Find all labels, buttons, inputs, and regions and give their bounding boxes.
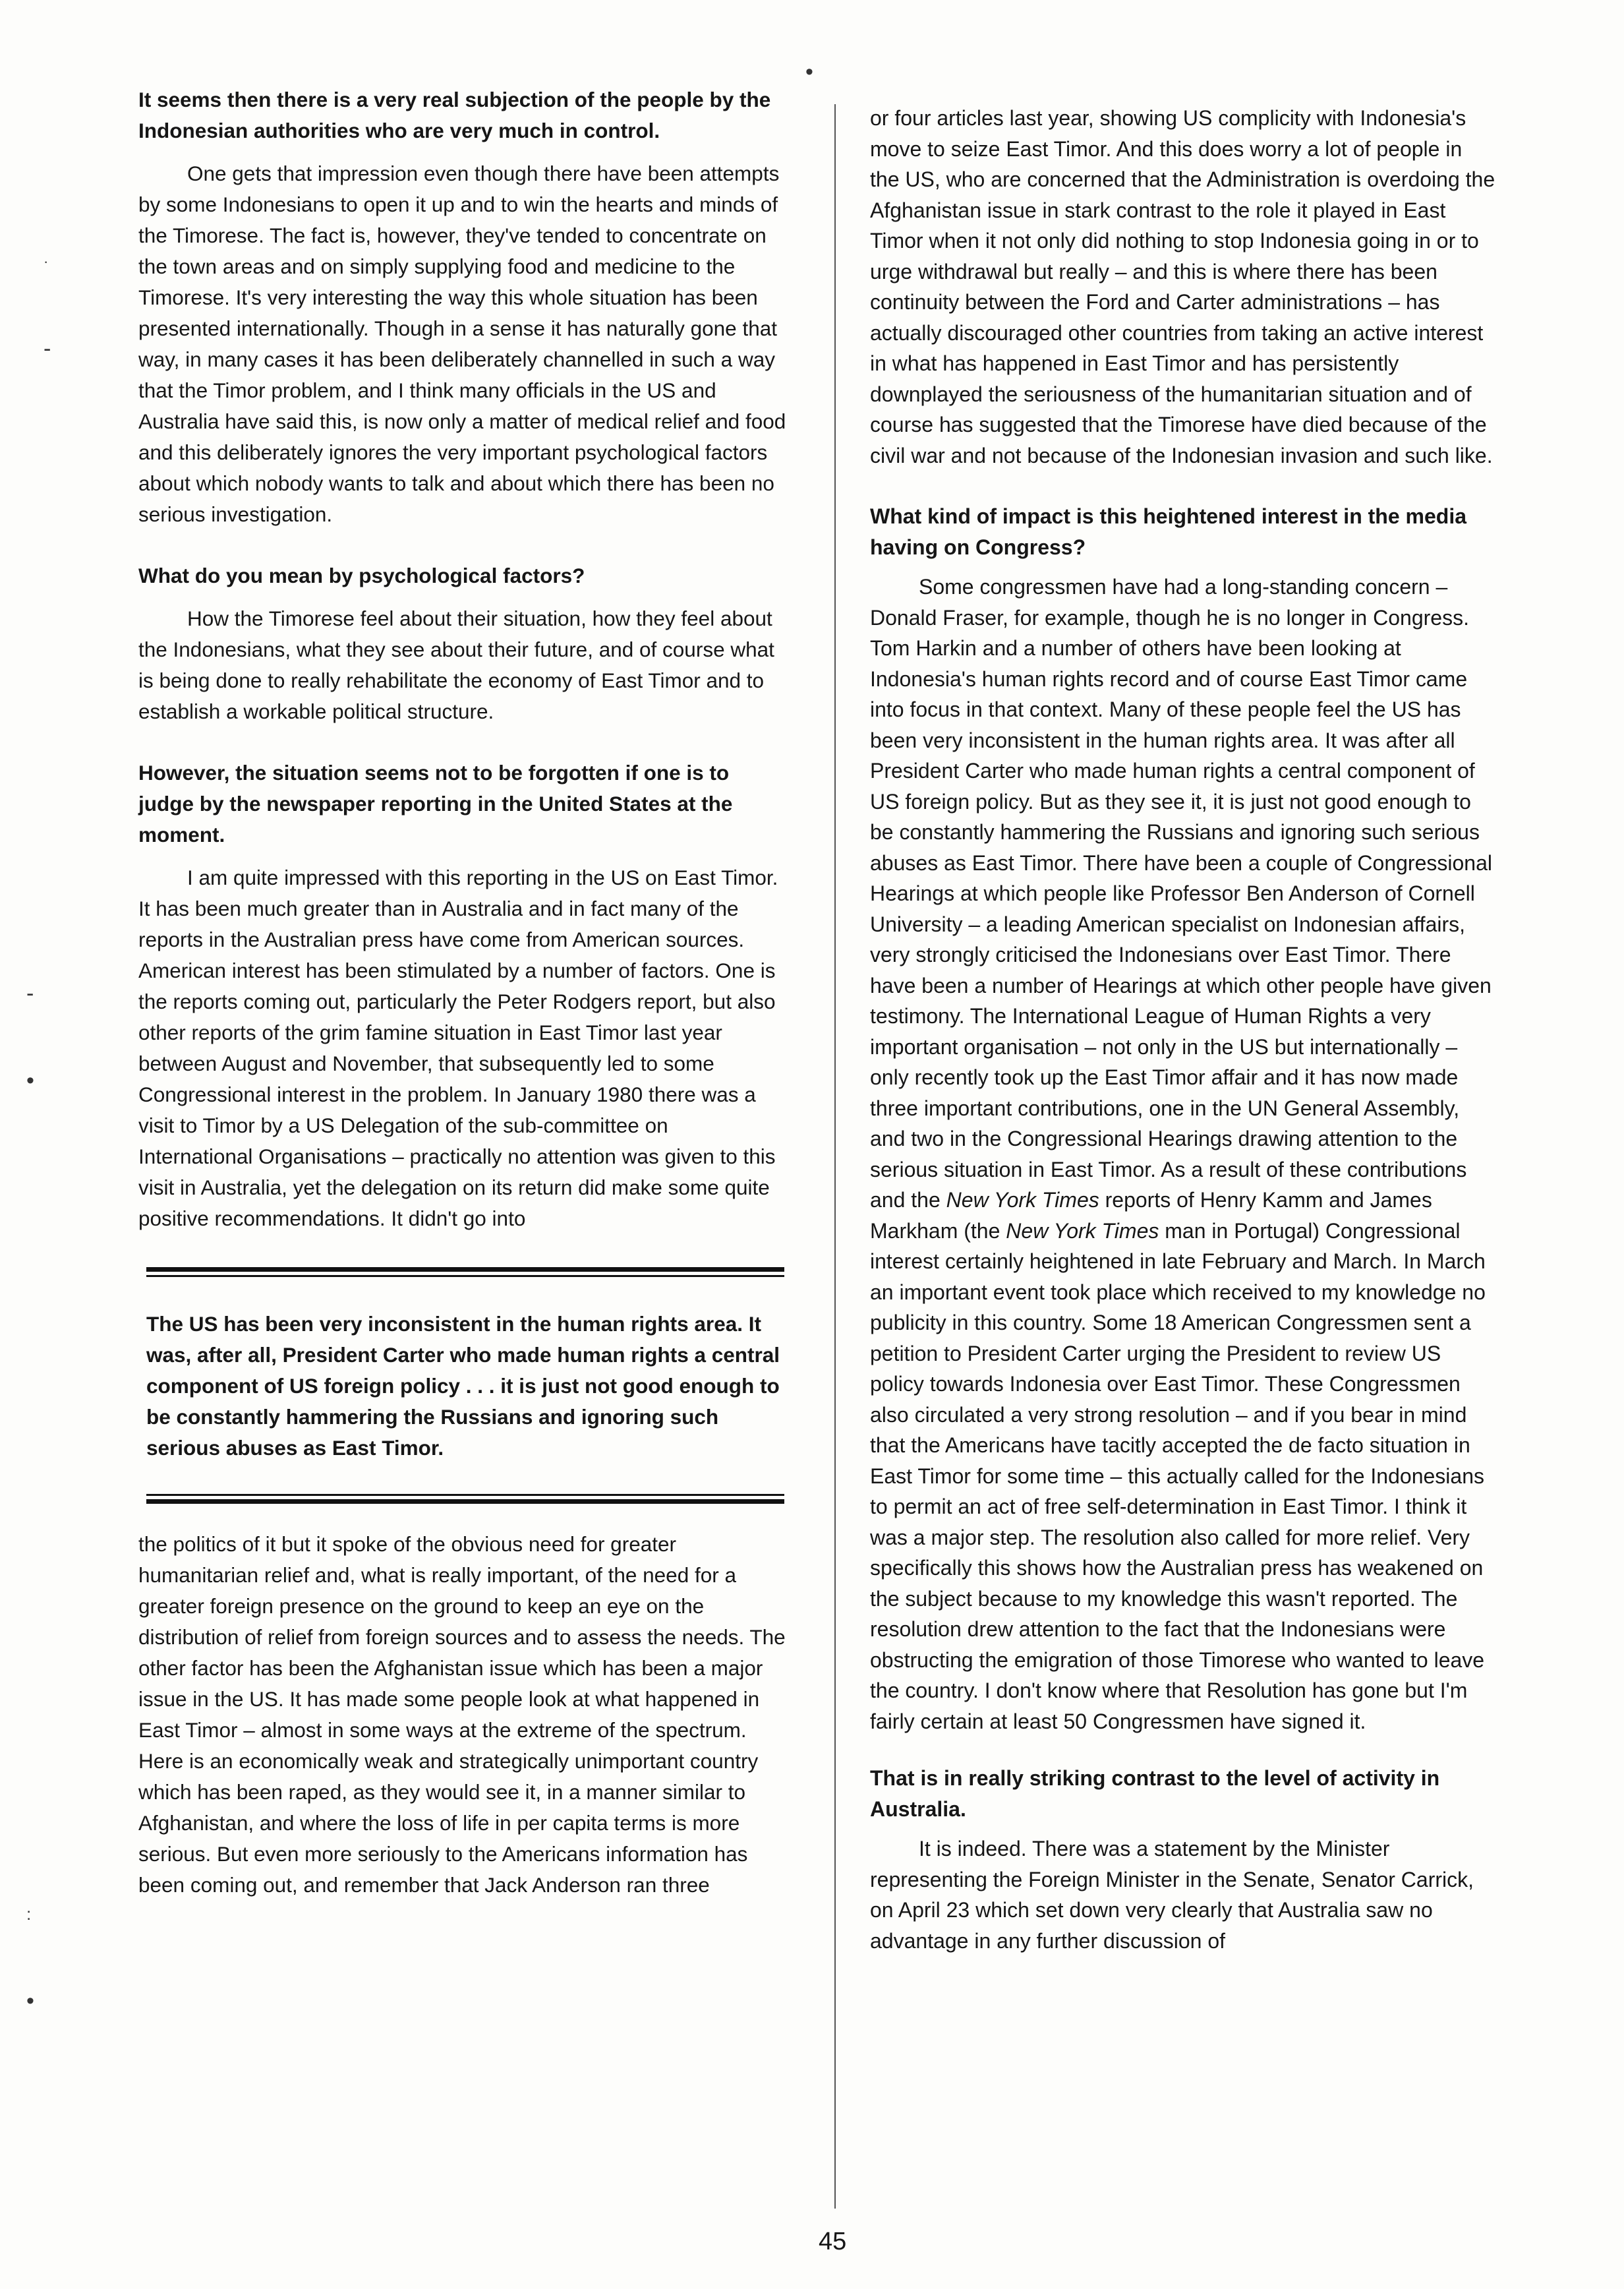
answer-paragraph-continued: the politics of it but it spoke of the obvious need for greater humanitarian relief and, what is really important, of the need for a greater foreign presence on the ground to keep an eye on the distribution of relief from foreign sources and to assess the needs. The other factor has been the Afghanistan issue which has been a major issue in the US. It has made some people look at what happened in East Timor – almost in some ways at the extreme of the spectrum. Here is an economically weak and strategically unimportant country which has been raped, as they would see it, in a manner similar to Afghanistan, and where the loss of life in per capita terms is more serious. But even more seriously to the Americans information has been coming out, and remember that Jack Anderson ran three <box>138 1532 786 1897</box>
answer-text: As a result of these contributions and the <box>870 1157 1467 1212</box>
question-paragraph: What do you mean by psychological factors? <box>138 564 585 587</box>
pull-quote-rule-top <box>146 1267 784 1277</box>
scan-mark-left-1: · <box>44 253 49 270</box>
answer-paragraph: It is indeed. There was a statement by the Minister representing the Foreign Minister in the Senate, Senator Carrick, on April 23 which set down very clearly that Australia saw no advantage in any further discussion of <box>870 1837 1474 1953</box>
left-column <box>138 84 787 1931</box>
question-paragraph: It seems then there is a very real subjection of the people by the Indonesian authorities who are very much in control. <box>138 88 771 142</box>
question-paragraph: That is in really striking contrast to the level of activity in Australia. <box>870 1766 1440 1821</box>
answer-text: Some congressmen have had a long-standing concern – Donald Fraser, for example, though he is no longer in Congress. Tom Harkin and a number of others have been looking at Indonesia's human rights record and of course East Timor came into focus in that context. Many of these people feel the US has been very inconsistent in the human rights area. It was after all President Carter who made human rights a central component of US foreign policy. But as they see it, it is just not good enough to be constantly hammering the Russians and ignoring such serious abuses as East Timor. There have been a couple of Congressional Hearings at which people like Professor Ben Anderson of Cornell University – a leading American specialist on Indonesian affairs, very strongly criticised the Indonesians over East Timor. There have been a number of Hearings at which other people have given testimony. The International League of Human Rights a very important organisation – not only in the US but internationally – only recently took up the East Timor affair and it has now made three important contributions, one in the UN General Assembly, and two in the Congressional Hearings drawing attention to the serious situation in East Timor. <box>870 575 1492 1181</box>
scan-mark-left-5: : <box>26 1904 32 1924</box>
answer-paragraph: One gets that impression even though there have been attempts by some Indonesians to open it up and to win the hearts and minds of the Timorese. The fact is, however, they've tended to concentrate on the town areas and on simply supplying food and medicine to the Timorese. It's very interesting the way this whole situation has been presented internationally. Though in a sense it has naturally gone that way, in many cases it has been deliberately channelled in such a way that the Timor problem, and I think many officials in the US and Australia have said this, is now only a matter of medical relief and food and this deliberately ignores the very important psychological factors about which nobody wants to talk and about which there has been no serious investigation. <box>138 162 786 526</box>
answer-paragraph: How the Timorese feel about their situation, how they feel about the Indonesians, what they see about their future, and of course what is being done to really rehabilitate the economy of East Timor and to establish a workable political structure. <box>138 607 774 723</box>
column-divider <box>834 104 836 2209</box>
page-number: 45 <box>819 2228 847 2255</box>
answer-paragraph: I am quite impressed with this reporting in the US on East Timor. It has been much greater than in Australia and in fact many of the reports in the Australian press have come from American sources. American interest has been stimulated by a number of factors. One is the reports coming out, particularly the Peter Rodgers report, but also other reports of the grim famine situation in East Timor last year between August and November, that subsequently led to some Congressional interest in the problem. In January 1980 there was a visit to Timor by a US Delegation of the sub-committee on International Organisations – practically no attention was given to this visit in Australia, yet the delegation on its return did make some quite positive recommendations. It didn't go into <box>138 866 778 1230</box>
right-column <box>870 103 1496 1986</box>
question-paragraph: However, the situation seems not to be forgotten if one is to judge by the newspaper reporting in the United States at the moment. <box>138 761 733 847</box>
answer-paragraph-continued: or four articles last year, showing US complicity with Indonesia's move to seize East Timor. And this does worry a lot of people in the US, who are concerned that the Administration is overdoing the Afghanistan issue in stark contrast to the role it played in East Timor when it not only did nothing to stop Indonesia going in or to urge withdrawal but really – and this is where there has been continuity between the Ford and Carter administrations – has actually discouraged other countries from taking an active interest in what has happened in East Timor and has persistently downplayed the seriousness of the humanitarian situation and of course has suggested that the Timorese have died because of the civil war and not because of the Indonesian invasion and such like. <box>870 106 1495 467</box>
scan-mark-left-3: - <box>26 981 34 1006</box>
publication-title: New York Times <box>946 1188 1099 1212</box>
pull-quote <box>146 1267 784 1504</box>
scan-mark-left-4: • <box>26 1068 34 1093</box>
scan-mark-left-6: • <box>26 1988 34 2013</box>
answer-text: man in Portugal) Congressional interest certainly heightened in late February and March. In March an important event took place which received to my knowledge no publicity in this country. Some 18 American Congressmen sent a petition to President Carter urging the President to review US policy towards Indonesia over East Timor. These Congressmen also circulated a very strong resolution – and if you bear in mind that the Americans have tacitly accepted the de facto situation in East Timor for some time – this actually called for the Indonesians to permit an act of free self-determination in East Timor. I think it was a major step. The resolution also called for more relief. Very specifically this shows how the Australian press has weakened on the subject because to my knowledge this wasn't reported. The resolution drew attention to the fact that the Indonesians were obstructing the emigration of those Timorese who wanted to leave the country. I don't know where that Resolution has gone but I'm fairly certain at least 50 Congressmen have signed it. <box>870 1218 1486 1733</box>
pull-quote-rule-bottom <box>146 1494 784 1504</box>
question-paragraph: What kind of impact is this heightened interest in the media having on Congress? <box>870 504 1466 559</box>
answer-text: reports of Henry Kamm and James Markham (the <box>870 1188 1432 1243</box>
answer-paragraph <box>870 572 1496 1737</box>
publication-title: New York Times <box>1006 1218 1159 1243</box>
scan-mark-left-2: - <box>44 336 51 361</box>
pull-quote-text: The US has been very inconsistent in the human rights area. It was, after all, President Carter who made human rights a central component of US foreign policy . . . it is just not good enough to be constantly hammering the Russians and ignoring such serious abuses as East Timor. <box>146 1312 780 1460</box>
scan-mark-top: • <box>805 59 813 84</box>
